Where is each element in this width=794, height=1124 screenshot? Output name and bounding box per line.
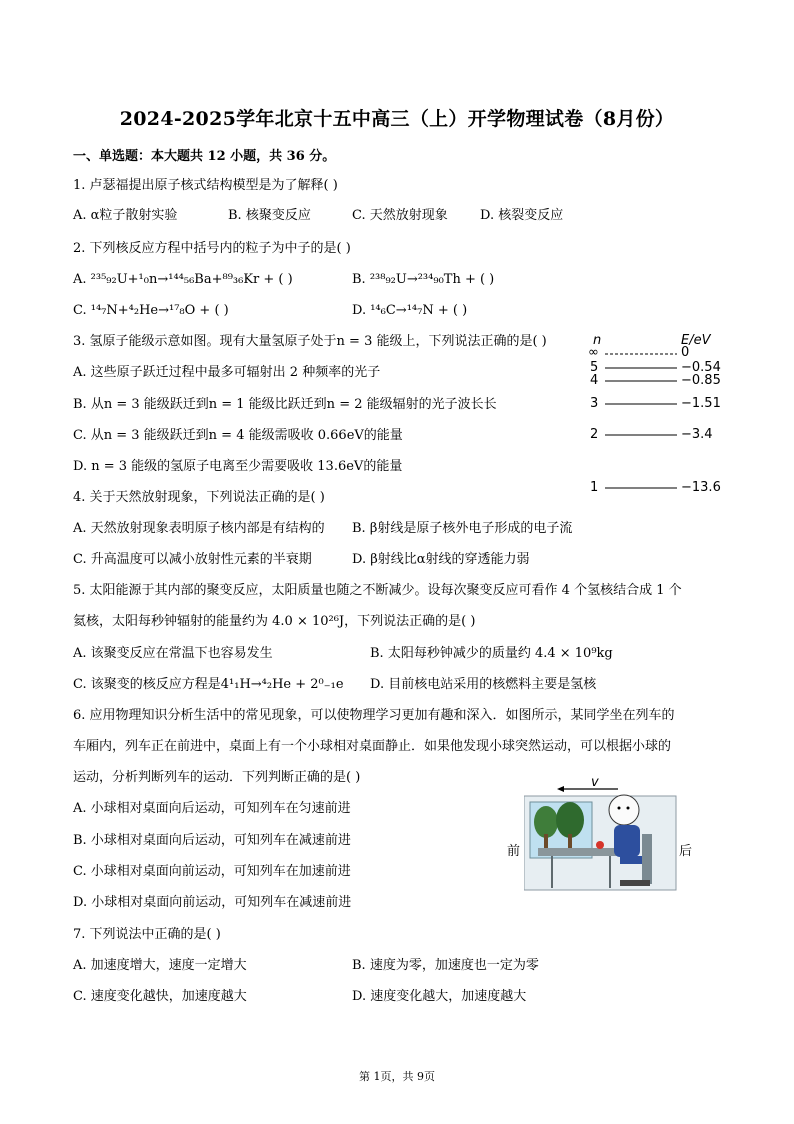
ball: [596, 841, 604, 849]
page-footer: 第 1页，共 9页: [359, 1070, 435, 1083]
q6-stem-line2: 车厢内，列车正在前进中，桌面上有一个小球相对桌面静止．如果他发现小球突然运动，可以根据小球的: [73, 739, 672, 754]
page-title: 2024-2025学年北京十五中高三（上）开学物理试卷（8月份）: [119, 108, 675, 130]
q3-option-d: D. n = 3 能级的氢原子电离至少需要吸收 13.6eV的能量: [73, 459, 403, 474]
axis-label-n: n: [593, 333, 602, 348]
level-n-1: 1: [590, 480, 599, 495]
q3-option-b: B. 从n = 3 能级跃迁到n = 1 能级比跃迁到n = 2 能级辐射的光子波长长: [73, 397, 497, 412]
q2-option-b: B. ²³⁸₉₂U→²³⁴₉₀Th + ( ): [352, 272, 495, 287]
level-e-infinity: 0: [681, 345, 690, 360]
level-n-infinity: ∞: [588, 345, 599, 360]
q1-stem: 1. 卢瑟福提出原子核式结构模型是为了解释( ): [73, 178, 338, 193]
q2-stem: 2. 下列核反应方程中括号内的粒子为中子的是( ): [73, 241, 351, 256]
q2-option-a: A. ²³⁵₉₂U+¹₀n→¹⁴⁴₅₆Ba+⁸⁹₃₆Kr + ( ): [73, 272, 293, 287]
q6-option-b: B. 小球相对桌面向后运动，可知列车在减速前进: [73, 833, 351, 848]
q3-stem: 3. 氢原子能级示意如图。现有大量氢原子处于n = 3 能级上，下列说法正确的是( ): [73, 334, 547, 349]
level-e-1: −13.6: [681, 480, 721, 495]
q3-option-c: C. 从n = 3 能级跃迁到n = 4 能级需吸收 0.66eV的能量: [73, 428, 403, 443]
q4-option-b: B. β射线是原子核外电子形成的电子流: [352, 521, 573, 536]
q6-option-c: C. 小球相对桌面向前运动，可知列车在加速前进: [73, 864, 351, 879]
q6-option-a: A. 小球相对桌面向后运动，可知列车在匀速前进: [73, 801, 351, 816]
q6-stem-line1: 6. 应用物理知识分析生活中的常见现象，可以使物理学习更加有趣和深入．如图所示，某同学坐在列车的: [73, 708, 675, 723]
level-e-4: −0.85: [681, 373, 721, 388]
label-back: 后: [679, 844, 693, 859]
q6-stem-line3: 运动，分析判断列车的运动．下列判断正确的是( ): [73, 770, 361, 785]
q4-option-a: A. 天然放射现象表明原子核内部是有结构的: [73, 521, 325, 536]
level-n-5: 5: [590, 360, 599, 375]
label-front: 前: [507, 844, 521, 859]
table-top: [538, 848, 622, 856]
q1-option-d: D. 核裂变反应: [480, 208, 564, 223]
q3-option-a: A. 这些原子跃迁过程中最多可辐射出 2 种频率的光子: [73, 365, 381, 380]
velocity-label: v: [591, 775, 599, 790]
level-n-3: 3: [590, 396, 599, 411]
axis-label-energy: E/eV: [681, 333, 711, 348]
level-n-2: 2: [590, 427, 599, 442]
q1-option-a: A. α粒子散射实验: [73, 208, 178, 223]
q2-option-c: C. ¹⁴₇N+⁴₂He→¹⁷₈O + ( ): [73, 303, 229, 318]
q7-option-c: C. 速度变化越快，加速度越大: [73, 989, 247, 1004]
level-e-5: −0.54: [681, 360, 721, 375]
q4-option-d: D. β射线比α射线的穿透能力弱: [352, 552, 530, 567]
q1-option-b: B. 核聚变反应: [228, 208, 311, 223]
q5-option-b: B. 太阳每秒钟减少的质量约 4.4 × 10⁹kg: [370, 646, 613, 661]
q5-option-c: C. 该聚变的核反应方程是4¹₁H→⁴₂He + 2⁰₋₁e: [73, 677, 344, 692]
q6-option-d: D. 小球相对桌面向前运动，可知列车在减速前进: [73, 895, 352, 910]
level-e-2: −3.4: [681, 427, 713, 442]
q1-option-c: C. 天然放射现象: [352, 208, 448, 223]
train-carriage-illustration: [524, 776, 680, 894]
q7-stem: 7. 下列说法中正确的是( ): [73, 927, 221, 942]
q7-option-b: B. 速度为零，加速度也一定为零: [352, 958, 539, 973]
q5-stem-line1: 5. 太阳能源于其内部的聚变反应，太阳质量也随之不断减少。设每次聚变反应可看作 4 个氢核结合成 1 个: [73, 583, 682, 598]
q5-option-d: D. 目前核电站采用的核燃料主要是氢核: [370, 677, 597, 692]
level-n-4: 4: [590, 373, 599, 388]
q5-stem-line2: 氦核，太阳每秒钟辐射的能量约为 4.0 × 10²⁶J，下列说法正确的是( ): [73, 614, 476, 629]
q4-option-c: C. 升高温度可以减小放射性元素的半衰期: [73, 552, 312, 567]
q7-option-d: D. 速度变化越大，加速度越大: [352, 989, 527, 1004]
level-e-3: −1.51: [681, 396, 721, 411]
q7-option-a: A. 加速度增大，速度一定增大: [73, 958, 247, 973]
section-heading: 一、单选题：本大题共 12 小题，共 36 分。: [73, 149, 336, 164]
q4-stem: 4. 关于天然放射现象，下列说法正确的是( ): [73, 490, 325, 505]
q2-option-d: D. ¹⁴₆C→¹⁴₇N + ( ): [352, 303, 468, 318]
q5-option-a: A. 该聚变反应在常温下也容易发生: [73, 646, 273, 661]
